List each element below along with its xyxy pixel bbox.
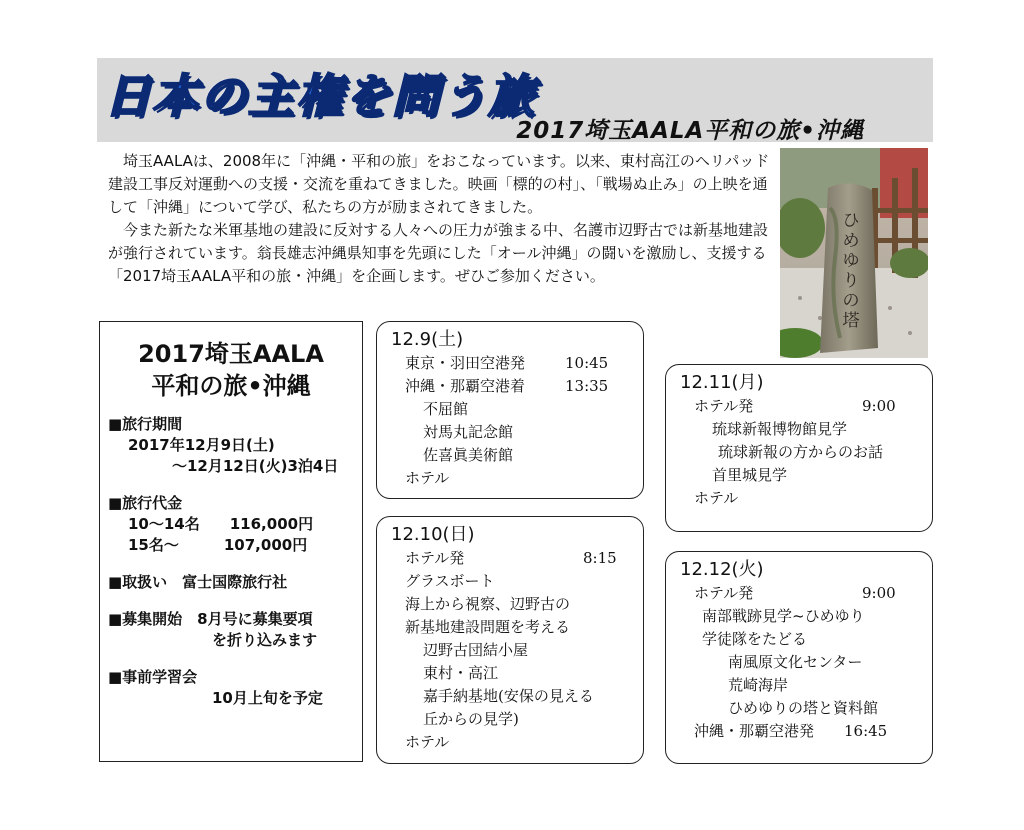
itinerary-row xyxy=(387,398,633,421)
itinerary-time: 10:45 xyxy=(565,354,609,372)
intro-paragraph: 今また新たな米軍基地の建設に反対する人々への圧力が強まる中、名護市辺野古では新基地建設が強行されています。翁長雄志沖縄県知事を先頭にした「オール沖縄」の闘いを激励し、支援する「2017埼玉AALA平和の旅・沖縄」を企画します。ぜひご参加ください。 xyxy=(108,221,769,285)
itinerary-place: 東村・高江 xyxy=(423,664,499,682)
travel-period-start: 2017年12月9日(土) xyxy=(128,436,275,454)
itinerary-place: 沖縄・那覇空港着 xyxy=(405,377,526,395)
itinerary-place: グラスボート xyxy=(405,572,495,590)
itinerary-row xyxy=(387,708,633,731)
itinerary-row xyxy=(387,421,633,444)
itinerary-place: ホテル xyxy=(405,469,450,487)
itinerary-row xyxy=(676,464,922,487)
itinerary-row xyxy=(387,593,633,616)
itinerary-time: 13:35 xyxy=(565,377,609,395)
itinerary-time: 16:45 xyxy=(844,722,888,740)
itinerary-row xyxy=(676,487,922,510)
itinerary-time: 8:15 xyxy=(583,549,617,567)
recruitment-line: を折り込みます xyxy=(212,631,318,649)
itinerary-row xyxy=(387,662,633,685)
itinerary-place: ホテル xyxy=(405,733,450,751)
travel-period-end: ～12月12日(火)3泊4日 xyxy=(172,457,339,475)
travel-agent: ■取扱い 富士国際旅行社 xyxy=(108,573,288,591)
itinerary-place: 沖縄・那覇空港発 xyxy=(694,722,815,740)
itinerary-row xyxy=(387,375,633,398)
svg-text:の: の xyxy=(842,291,860,311)
summary-title-line: 平和の旅•沖縄 xyxy=(151,372,311,400)
itinerary-row xyxy=(387,444,633,467)
itinerary-time: 9:00 xyxy=(862,584,896,602)
itinerary-day-4 xyxy=(665,551,933,764)
itinerary-place: 琉球新報の方からのお話 xyxy=(718,443,884,461)
itinerary-place: 東京・羽田空港発 xyxy=(405,354,526,372)
summary-title-line: 2017埼玉AALA xyxy=(138,340,324,368)
itinerary-row xyxy=(676,697,922,720)
svg-text:塔: 塔 xyxy=(842,311,860,331)
day-date: 12.11(月) xyxy=(680,372,764,393)
itinerary-row xyxy=(676,418,922,441)
itinerary-place: ホテル発 xyxy=(405,549,465,567)
itinerary-row xyxy=(676,605,922,628)
day-date: 12.9(土) xyxy=(391,329,464,350)
itinerary-day-2 xyxy=(376,516,644,764)
itinerary-place: 新基地建設問題を考える xyxy=(405,618,571,636)
svg-text:め: め xyxy=(842,231,860,251)
itinerary-place: 首里城見学 xyxy=(712,466,788,484)
itinerary-row xyxy=(387,570,633,593)
itinerary-place: ホテル xyxy=(694,489,739,507)
itinerary-place: 嘉手納基地(安保の見える xyxy=(423,687,594,705)
travel-price-row: 15名～ 107,000円 xyxy=(128,536,308,554)
itinerary-row xyxy=(676,720,922,743)
recruitment-section xyxy=(108,609,354,651)
itinerary-row xyxy=(676,628,922,651)
itinerary-place: 琉球新報博物館見学 xyxy=(712,420,848,438)
intro-paragraph: 埼玉AALAは、2008年に「沖縄・平和の旅」をおこなっています。以来、東村高江のヘリパッド建設工事反対運動への支援・交流を重ねてきました。映画「標的の村」、「戦場ぬ止み」の上映を通して「沖縄」について学び、私たちの方が励まされてきました。 xyxy=(108,152,770,216)
day-date: 12.10(日) xyxy=(391,524,475,545)
intro-text xyxy=(108,150,773,288)
itinerary-place: 南風原文化センター xyxy=(728,653,863,671)
itinerary-place: 南部戦跡見学~ひめゆり xyxy=(702,607,865,625)
travel-price-label: ■旅行代金 xyxy=(108,494,183,512)
itinerary-row xyxy=(676,441,922,464)
itinerary-row xyxy=(676,395,922,418)
itinerary-place: 辺野古団結小屋 xyxy=(423,641,529,659)
itinerary-day-3 xyxy=(665,364,933,532)
itinerary-place: 荒崎海岸 xyxy=(728,676,789,694)
itinerary-place: ホテル発 xyxy=(694,584,754,602)
itinerary-row xyxy=(387,616,633,639)
itinerary-time: 9:00 xyxy=(862,397,896,415)
itinerary-place: 対馬丸記念館 xyxy=(423,423,514,441)
itinerary-row xyxy=(387,547,633,570)
day-date: 12.12(火) xyxy=(680,559,764,580)
study-session-label: ■事前学習会 xyxy=(108,668,198,686)
itinerary-row xyxy=(676,582,922,605)
itinerary-row xyxy=(387,731,633,754)
itinerary-row xyxy=(676,674,922,697)
study-session-date: 10月上旬を予定 xyxy=(212,689,323,707)
summary-title xyxy=(108,338,354,402)
tour-summary-box xyxy=(99,321,363,762)
itinerary-day-1 xyxy=(376,321,644,499)
itinerary-place: 丘からの見学) xyxy=(423,710,519,728)
itinerary-row xyxy=(387,685,633,708)
itinerary-row xyxy=(387,467,633,490)
itinerary-place: 不屈館 xyxy=(423,400,469,418)
page-subtitle: 2017埼玉AALA平和の旅•沖縄 xyxy=(516,118,864,144)
recruitment-line: ■募集開始 8月号に募集要項 xyxy=(108,610,313,628)
itinerary-place: 佐喜眞美術館 xyxy=(423,446,514,464)
itinerary-row xyxy=(387,639,633,662)
itinerary-place: 海上から視察、辺野古の xyxy=(405,595,571,613)
travel-price-section xyxy=(108,493,354,556)
itinerary-place: ホテル発 xyxy=(694,397,754,415)
itinerary-place: ひめゆりの塔と資料館 xyxy=(728,699,879,717)
itinerary-row xyxy=(387,352,633,375)
travel-period-section xyxy=(108,414,354,477)
study-session-section xyxy=(108,667,354,709)
svg-text:ひ: ひ xyxy=(842,211,860,231)
itinerary-row xyxy=(676,651,922,674)
page-title: 日本の主権を問う旅 xyxy=(104,69,536,123)
himeyuri-monument-photo xyxy=(780,148,928,358)
itinerary-place: 学徒隊をたどる xyxy=(702,630,808,648)
svg-text:ゆ: ゆ xyxy=(842,251,860,271)
svg-text:り: り xyxy=(842,271,860,291)
travel-price-row: 10～14名 116,000円 xyxy=(128,515,314,533)
travel-period-label: ■旅行期間 xyxy=(108,415,183,433)
